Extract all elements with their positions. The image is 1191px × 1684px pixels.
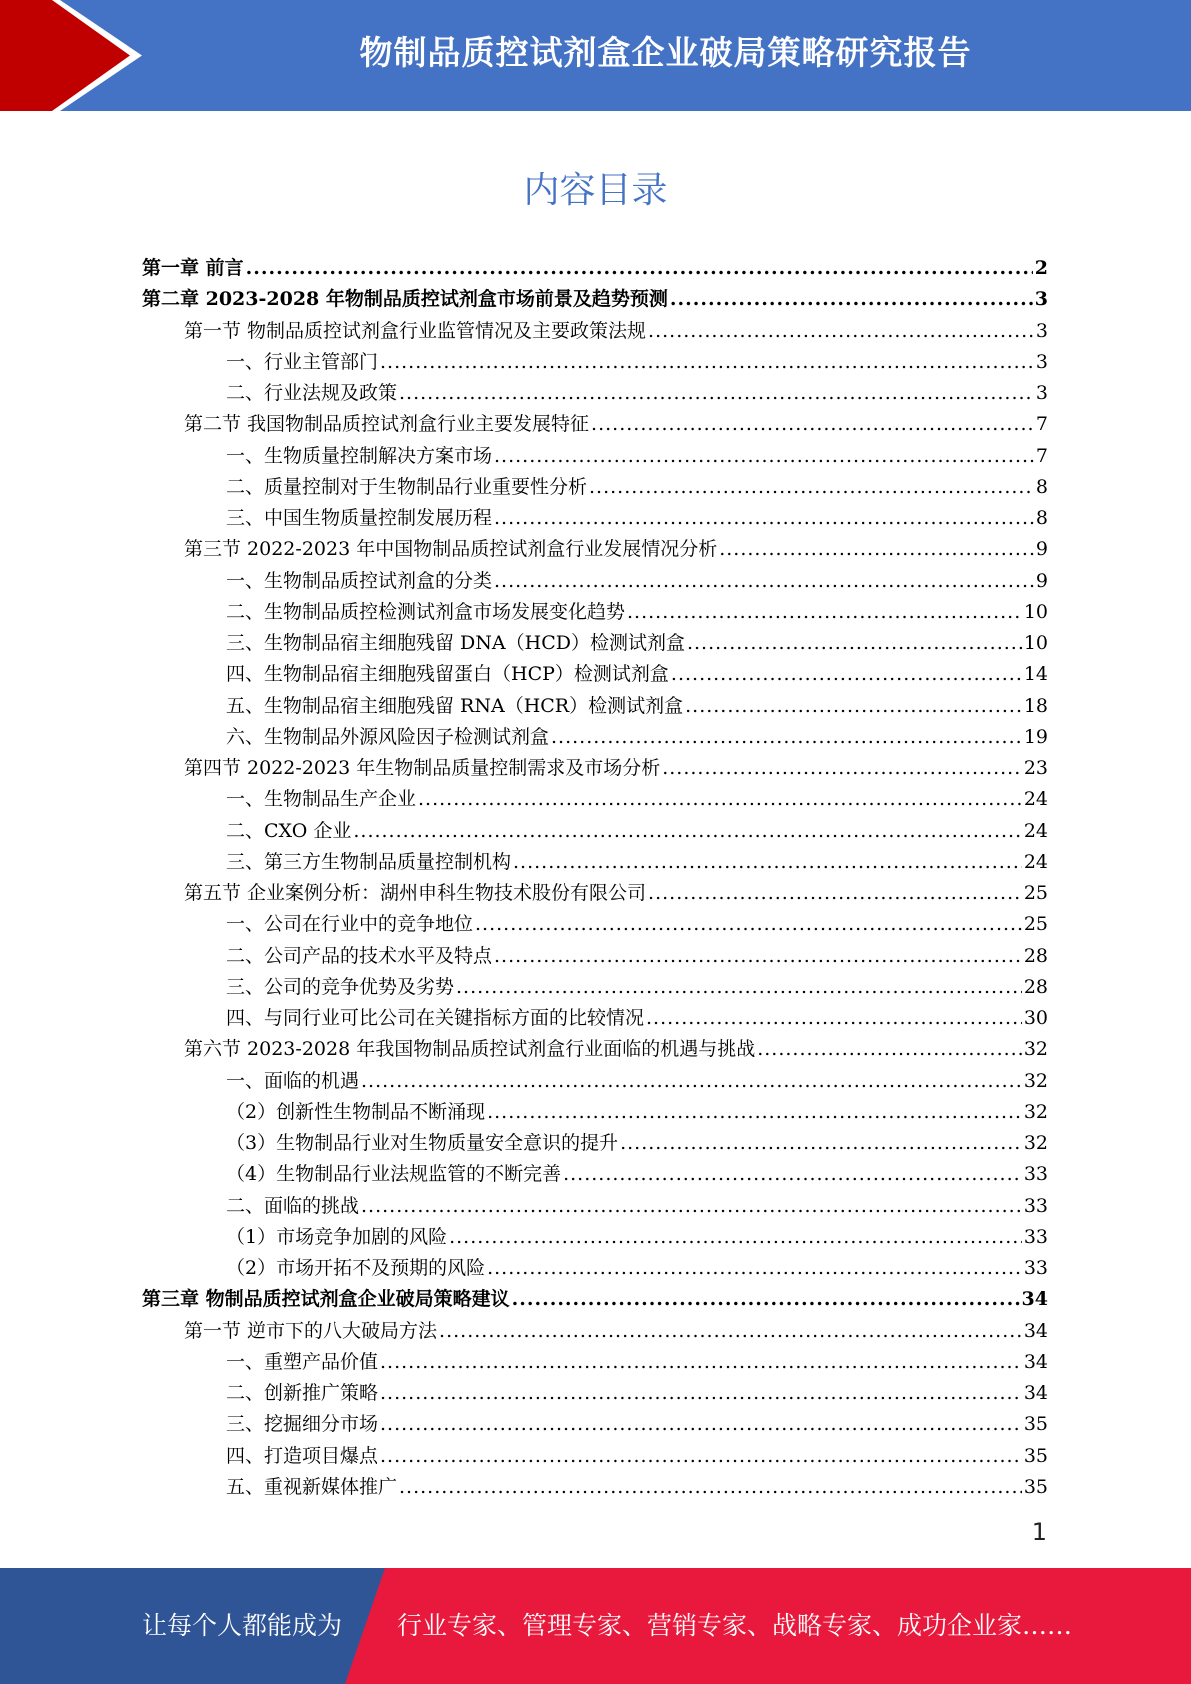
toc-entry-title: 第一节 逆市下的八大破局方法 [184,1319,438,1342]
toc-entry[interactable] [142,722,1048,753]
toc-leader-dots [380,347,1034,378]
toc-entry-page: 32 [1023,1100,1048,1123]
toc-entry-title: 一、公司在行业中的竞争地位 [226,913,474,936]
toc-entry-title: 五、重视新媒体推广 [226,1475,398,1498]
toc-entry[interactable] [142,1159,1048,1190]
toc-entry-page: 35 [1023,1444,1048,1467]
toc-leader-dots [475,909,1022,940]
toc-entry[interactable] [142,691,1048,722]
toc-entry-title: 二、行业法规及政策 [226,382,398,404]
toc-leader-dots [646,1003,1022,1034]
table-of-contents [142,253,1048,1503]
toc-entry-title: 二、创新推广策略 [226,1382,379,1404]
toc-leader-dots [487,1253,1022,1284]
toc-entry-page: 32 [1023,1038,1048,1061]
toc-entry-title: 一、生物制品生产企业 [226,788,417,811]
toc-entry-title: 二、生物制品质控检测试剂盒市场发展变化趋势 [226,600,626,623]
toc-entry[interactable] [142,847,1048,878]
toc-leader-dots [418,784,1022,815]
toc-entry[interactable] [142,909,1048,940]
toc-entry-page: 34 [1023,1350,1048,1373]
toc-entry-title: 一、面临的机遇 [226,1069,360,1092]
toc-entry-page: 24 [1023,850,1048,873]
toc-entry-title: 第五节 企业案例分析：湖州申科生物技术股份有限公司 [184,882,647,904]
toc-entry[interactable] [142,566,1048,597]
toc-entry-page: 35 [1023,1475,1048,1498]
toc-leader-dots [627,597,1022,628]
toc-entry-page: 33 [1023,1163,1048,1186]
toc-entry[interactable] [142,1222,1048,1253]
toc-entry-title: 三、第三方生物制品质量控制机构 [226,850,512,873]
page-footer [0,1568,1191,1684]
toc-leader-dots [353,816,1021,847]
toc-entry-title: 三、生物制品宿主细胞残留 DNA（HCD）检测试剂盒 [226,632,685,654]
toc-entry[interactable] [142,316,1048,347]
toc-entry-title: （4）生物制品行业法规监管的不断完善 [226,1163,562,1186]
toc-entry[interactable] [142,972,1048,1003]
toc-entry-title: 第二节 我国物制品质控试剂盒行业主要发展特征 [184,413,590,436]
toc-entry-page: 3 [1034,288,1048,311]
toc-entry-title: 第一节 物制品质控试剂盒行业监管情况及主要政策法规 [184,319,647,342]
toc-leader-dots [687,628,1022,659]
toc-entry[interactable] [142,816,1048,847]
toc-entry[interactable] [142,941,1048,972]
report-title: 物制品质控试剂盒企业破局策略研究报告 [359,33,972,72]
toc-leader-dots [380,1441,1022,1472]
toc-entry-page: 33 [1023,1194,1048,1217]
toc-entry[interactable] [142,1409,1048,1440]
toc-entry[interactable] [142,1378,1048,1409]
toc-entry-title: 第三章 物制品质控试剂盒企业破局策略建议 [142,1288,510,1311]
toc-entry[interactable] [142,628,1048,659]
toc-entry-title: 五、生物制品宿主细胞残留 RNA（HCR）检测试剂盒 [226,694,684,717]
toc-entry[interactable] [142,1347,1048,1378]
toc-leader-dots [670,284,1033,315]
toc-entry-page: 9 [1035,569,1048,592]
toc-entry-page: 9 [1035,538,1048,561]
toc-entry-page: 30 [1023,1007,1048,1029]
toc-leader-dots [494,503,1034,534]
toc-entry-page: 7 [1035,413,1048,436]
toc-leader-dots [648,316,1034,347]
toc-entry-title: 第二章 2023-2028 年物制品质控试剂盒市场前景及趋势预测 [142,288,668,311]
toc-leader-dots [551,722,1022,753]
toc-entry-title: 一、生物质量控制解决方案市场 [226,444,493,467]
toc-entry-page: 3 [1035,382,1048,404]
footer-slogan-left: 让每个人都能成为 [142,1611,343,1640]
toc-entry-title: 四、生物制品宿主细胞残留蛋白（HCP）检测试剂盒 [226,663,669,686]
toc-entry-title: 二、公司产品的技术水平及特点 [226,944,493,967]
toc-entry-page: 3 [1035,319,1048,342]
toc-entry[interactable] [142,1472,1048,1503]
toc-entry[interactable] [142,1316,1048,1347]
toc-entry-page: 34 [1021,1288,1048,1311]
toc-entry-page: 32 [1023,1132,1048,1154]
toc-leader-dots [361,1066,1022,1097]
toc-entry-page: 8 [1035,507,1048,529]
toc-entry[interactable] [142,1441,1048,1472]
toc-entry[interactable] [142,784,1048,815]
toc-entry-page: 10 [1023,632,1048,654]
toc-leader-dots [246,253,1033,284]
toc-leader-dots [494,941,1022,972]
toc-leader-dots [512,1284,1020,1315]
toc-entry[interactable] [142,472,1048,503]
toc-entry-page: 32 [1023,1069,1048,1092]
toc-entry-page: 7 [1035,444,1048,467]
page-header [0,0,1191,111]
toc-leader-dots [662,753,1022,784]
toc-entry-page: 24 [1023,819,1048,842]
toc-entry[interactable] [142,441,1048,472]
toc-entry-page: 34 [1023,1382,1048,1404]
toc-entry-title: 一、重塑产品价值 [226,1350,379,1373]
toc-entry[interactable] [142,253,1048,284]
toc-entry-page: 35 [1023,1413,1048,1436]
toc-entry-page: 33 [1023,1225,1048,1248]
toc-entry-page: 34 [1023,1319,1048,1342]
toc-entry[interactable] [142,1097,1048,1128]
toc-entry-page: 10 [1023,600,1048,623]
toc-entry[interactable] [142,1128,1048,1159]
toc-entry-title: （1）市场竞争加剧的风险 [226,1225,448,1248]
toc-entry-page: 19 [1023,725,1048,748]
toc-leader-dots [494,441,1034,472]
toc-entry-title: （2）创新性生物制品不断涌现 [226,1100,486,1123]
toc-leader-dots [563,1159,1022,1190]
toc-entry-page: 28 [1023,944,1048,967]
toc-entry-title: 第三节 2022-2023 年中国物制品质控试剂盒行业发展情况分析 [184,538,718,561]
toc-leader-dots [399,1472,1022,1503]
toc-entry[interactable] [142,878,1048,909]
toc-leader-dots [487,1097,1022,1128]
toc-entry-page: 24 [1023,788,1048,811]
toc-entry-title: 四、与同行业可比公司在关键指标方面的比较情况 [226,1007,645,1029]
toc-entry[interactable] [142,1066,1048,1097]
toc-leader-dots [513,847,1022,878]
toc-entry-title: 第一章 前言 [142,257,244,279]
toc-entry[interactable] [142,1284,1048,1315]
toc-entry[interactable] [142,347,1048,378]
toc-entry-page: 28 [1023,975,1048,998]
toc-leader-dots [591,409,1034,440]
toc-entry-page: 8 [1035,475,1048,498]
toc-entry[interactable] [142,534,1048,565]
toc-entry-page: 14 [1023,663,1048,686]
toc-entry-title: 一、行业主管部门 [226,350,379,373]
toc-entry-page: 23 [1023,757,1048,779]
toc-entry[interactable] [142,1253,1048,1284]
toc-leader-dots [671,659,1022,690]
footer-slogan-right: 行业专家、管理专家、营销专家、战略专家、成功企业家…… [397,1611,1073,1640]
toc-leader-dots [494,566,1034,597]
toc-leader-dots [719,534,1034,565]
toc-leader-dots [439,1316,1022,1347]
toc-entry-title: 第四节 2022-2023 年生物制品质量控制需求及市场分析 [184,757,661,779]
toc-entry[interactable] [142,1191,1048,1222]
toc-heading: 内容目录 [523,170,668,211]
toc-entry-title: 三、中国生物质量控制发展历程 [226,507,493,529]
toc-leader-dots [399,378,1034,409]
toc-entry-title: 一、生物制品质控试剂盒的分类 [226,569,493,592]
toc-entry-page: 25 [1023,913,1048,936]
toc-entry[interactable] [142,597,1048,628]
toc-entry[interactable] [142,284,1048,315]
toc-leader-dots [449,1222,1022,1253]
toc-entry[interactable] [142,659,1048,690]
toc-leader-dots [648,878,1022,909]
toc-entry[interactable] [142,409,1048,440]
toc-entry-page: 33 [1023,1257,1048,1279]
toc-entry-page: 18 [1023,694,1048,717]
toc-leader-dots [589,472,1034,503]
toc-entry-title: 六、生物制品外源风险因子检测试剂盒 [226,725,550,748]
toc-leader-dots [361,1191,1022,1222]
toc-entry-page: 3 [1035,350,1048,373]
toc-entry-title: 四、打造项目爆点 [226,1444,379,1467]
toc-entry[interactable] [142,1034,1048,1065]
toc-leader-dots [685,691,1022,722]
toc-entry[interactable] [142,1003,1048,1034]
toc-leader-dots [757,1034,1022,1065]
toc-entry-title: 二、CXO 企业 [226,819,352,842]
toc-entry-title: 二、面临的挑战 [226,1194,360,1217]
toc-entry[interactable] [142,503,1048,534]
toc-entry-title: 第六节 2023-2028 年我国物制品质控试剂盒行业面临的机遇与挑战 [184,1038,756,1061]
toc-leader-dots [380,1378,1022,1409]
toc-entry-title: 三、挖掘细分市场 [226,1413,379,1436]
toc-entry[interactable] [142,753,1048,784]
toc-entry-title: （2）市场开拓不及预期的风险 [226,1257,486,1279]
toc-leader-dots [456,972,1022,1003]
page-number: 1 [1031,1518,1047,1546]
toc-entry-title: 三、公司的竞争优势及劣势 [226,975,455,998]
toc-entry-title: 二、质量控制对于生物制品行业重要性分析 [226,475,588,498]
toc-leader-dots [380,1347,1022,1378]
toc-leader-dots [380,1409,1022,1440]
toc-entry-page: 25 [1023,882,1048,904]
toc-entry-page: 2 [1034,257,1048,279]
toc-entry[interactable] [142,378,1048,409]
toc-leader-dots [620,1128,1022,1159]
header-arrow-decoration [0,0,160,111]
toc-entry-title: （3）生物制品行业对生物质量安全意识的提升 [226,1132,619,1154]
